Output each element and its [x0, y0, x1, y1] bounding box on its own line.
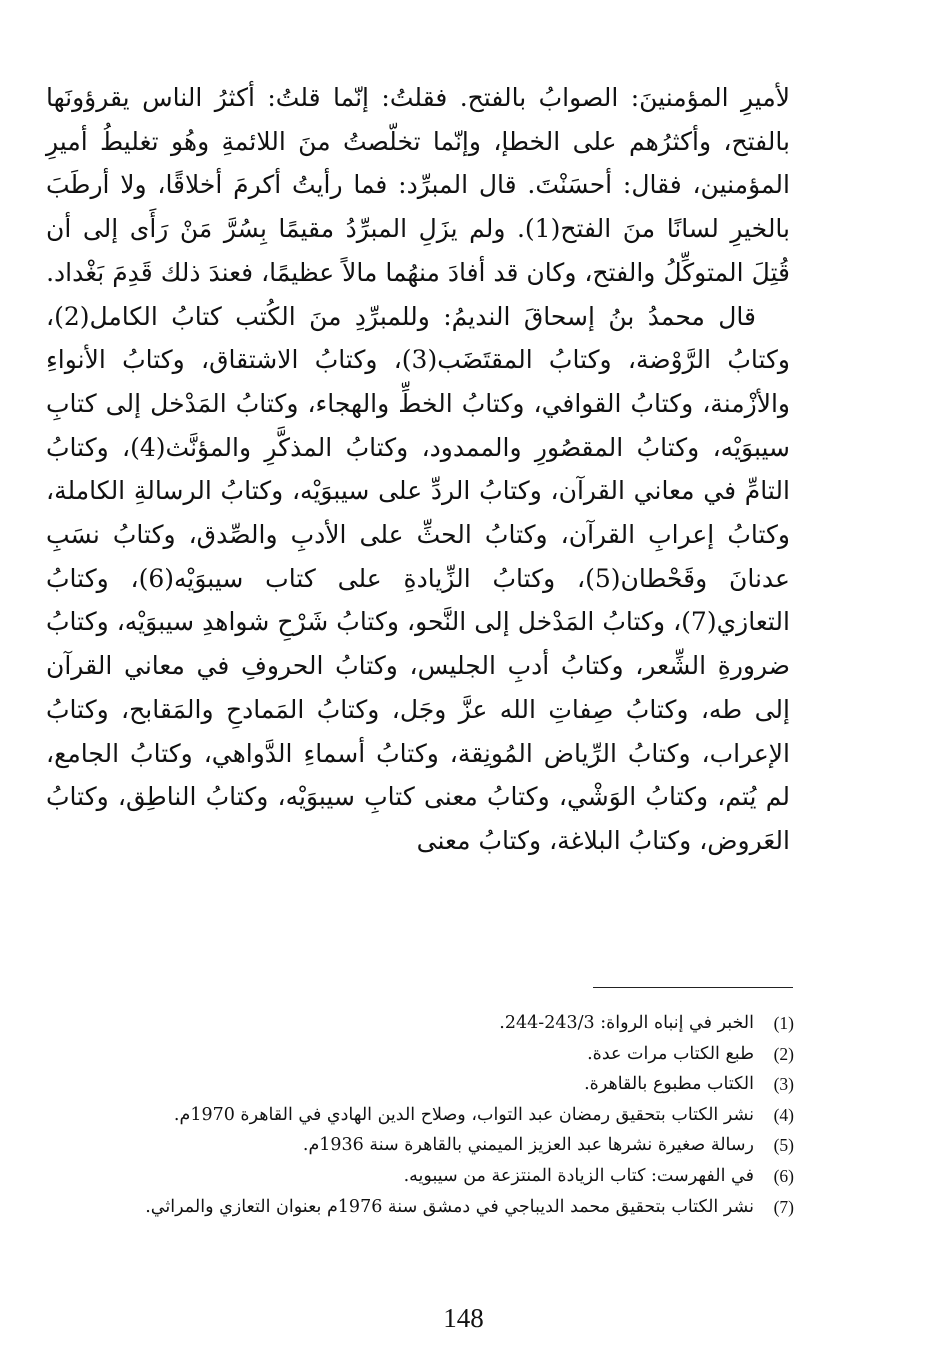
footnote-number: (4) [773, 1104, 794, 1125]
footnote-text: طبع الكتاب مرات عدة. [587, 1043, 754, 1064]
footnote [46, 1100, 794, 1131]
footnote-text: في الفهرست: كتاب الزيادة المنتزعة من سيبويه. [403, 1165, 754, 1186]
footnote [46, 1008, 794, 1039]
footnote-number: (1) [773, 1013, 794, 1033]
footnote-text: الخبر في إنباه الرواة: 243/3-244. [499, 1013, 754, 1033]
footnote [46, 1161, 794, 1192]
footnote [46, 1039, 794, 1070]
footnote-number: (6) [773, 1165, 794, 1186]
page-number: 148 [443, 1303, 484, 1333]
main-text [46, 76, 790, 863]
footnote [46, 1069, 794, 1100]
footnote [46, 1130, 794, 1161]
footnote-text: الكتاب مطبوع بالقاهرة. [584, 1074, 754, 1095]
footnote [46, 1192, 794, 1223]
paragraph-2: قال محمدُ بنُ إسحاقَ النديمُ: وللمبرِّدِ منَ الكُتب كتابُ الكامل(2)، وكتابُ الرَّوْضة، وكتابُ المقتَضَب(3)، وكتابُ الاشتقاق، وكتابُ الأنواءِ والأزْمنة، وكتابُ القوافي، وكتابُ الخطِّ والهجاء، وكتابُ المَدْخل إلى كتابِ سيبوَيْه، وكتابُ المقصُورِ والممدود، وكتابُ المذكَّرِ والمؤنَّث(4)، وكتابُ التامِّ في معاني القرآن، وكتابُ الردِّ على سيبوَيْه، وكتابُ الرسالةِ الكاملة، وكتابُ إعرابِ القرآن، وكتابُ الحثِّ على الأدبِ والصِّدق، وكتابُ نسَبِ عدنانَ وقَحْطان(5)، وكتابُ الزِّيادةِ على كتاب سيبوَيْه(6)، وكتابُ التعازي(7)، وكتابُ المَدْخل إلى النَّحو، وكتابُ شَرْحِ شواهدِ سيبوَيْه، وكتابُ ضرورةِ الشِّعر، وكتابُ أدبِ الجليس، وكتابُ الحروفِ في معاني القرآن إلى طه، وكتابُ صِفاتِ الله عزَّ وجَل، وكتابُ المَمادحِ والمَقابح، وكتابُ الإعراب، وكتابُ الرِّياض المُونِقة، وكتابُ أسماءِ الدَّواهي، وكتابُ الجامع، لم يُتم، وكتابُ الوَشْي، وكتابُ معنى كتابِ سيبوَيْه، وكتابُ الناطِق، وكتابُ العَروض، وكتابُ البلاغة، وكتابُ معنى [46, 301, 790, 855]
footnote-separator [593, 987, 793, 988]
footnote-number: (7) [773, 1196, 794, 1217]
footnote-text: رسالة صغيرة نشرها عبد العزيز الميمني بالقاهرة سنة 1936م. [302, 1135, 754, 1156]
footnote-number: (2) [773, 1043, 794, 1064]
footnotes [46, 1008, 794, 1222]
paragraph-1: لأميرِ المؤمنينَ: الصوابُ بالفتح. فقلتُ: إنّما قلتُ: أكثرُ الناس يقرؤونَها بالفتح، وأكثرُهم على الخطإ، وإنّما تخلّصتُ منَ اللائمةِ وهُو تغليطُ أميرِ المؤمنين، فقال: أحسَنْتَ. قال المبرِّد: فما رأيتُ أكرمَ أخلاقًا، ولا أرطَبَ بالخيرِ لسانًا منَ الفتح(1). ولم يزَلِ المبرِّدُ مقيمًا بِسُرَّ مَنْ رَأَى إلى أن قُتِلَ المتوكِّلُ والفتح، وكان قد أفادَ منهُما مالاً عظيمًا، فعندَ ذلك قَدِمَ بَغْداد. [46, 83, 791, 287]
footnote-text: نشر الكتاب بتحقيق محمد الديباجي في دمشق سنة 1976م بعنوان التعازي والمراثي. [145, 1196, 754, 1217]
footnote-number: (3) [773, 1074, 794, 1095]
footnote-text: نشر الكتاب بتحقيق رمضان عبد التواب، وصلاح الدين الهادي في القاهرة 1970م. [173, 1104, 754, 1125]
footnote-number: (5) [773, 1135, 794, 1156]
